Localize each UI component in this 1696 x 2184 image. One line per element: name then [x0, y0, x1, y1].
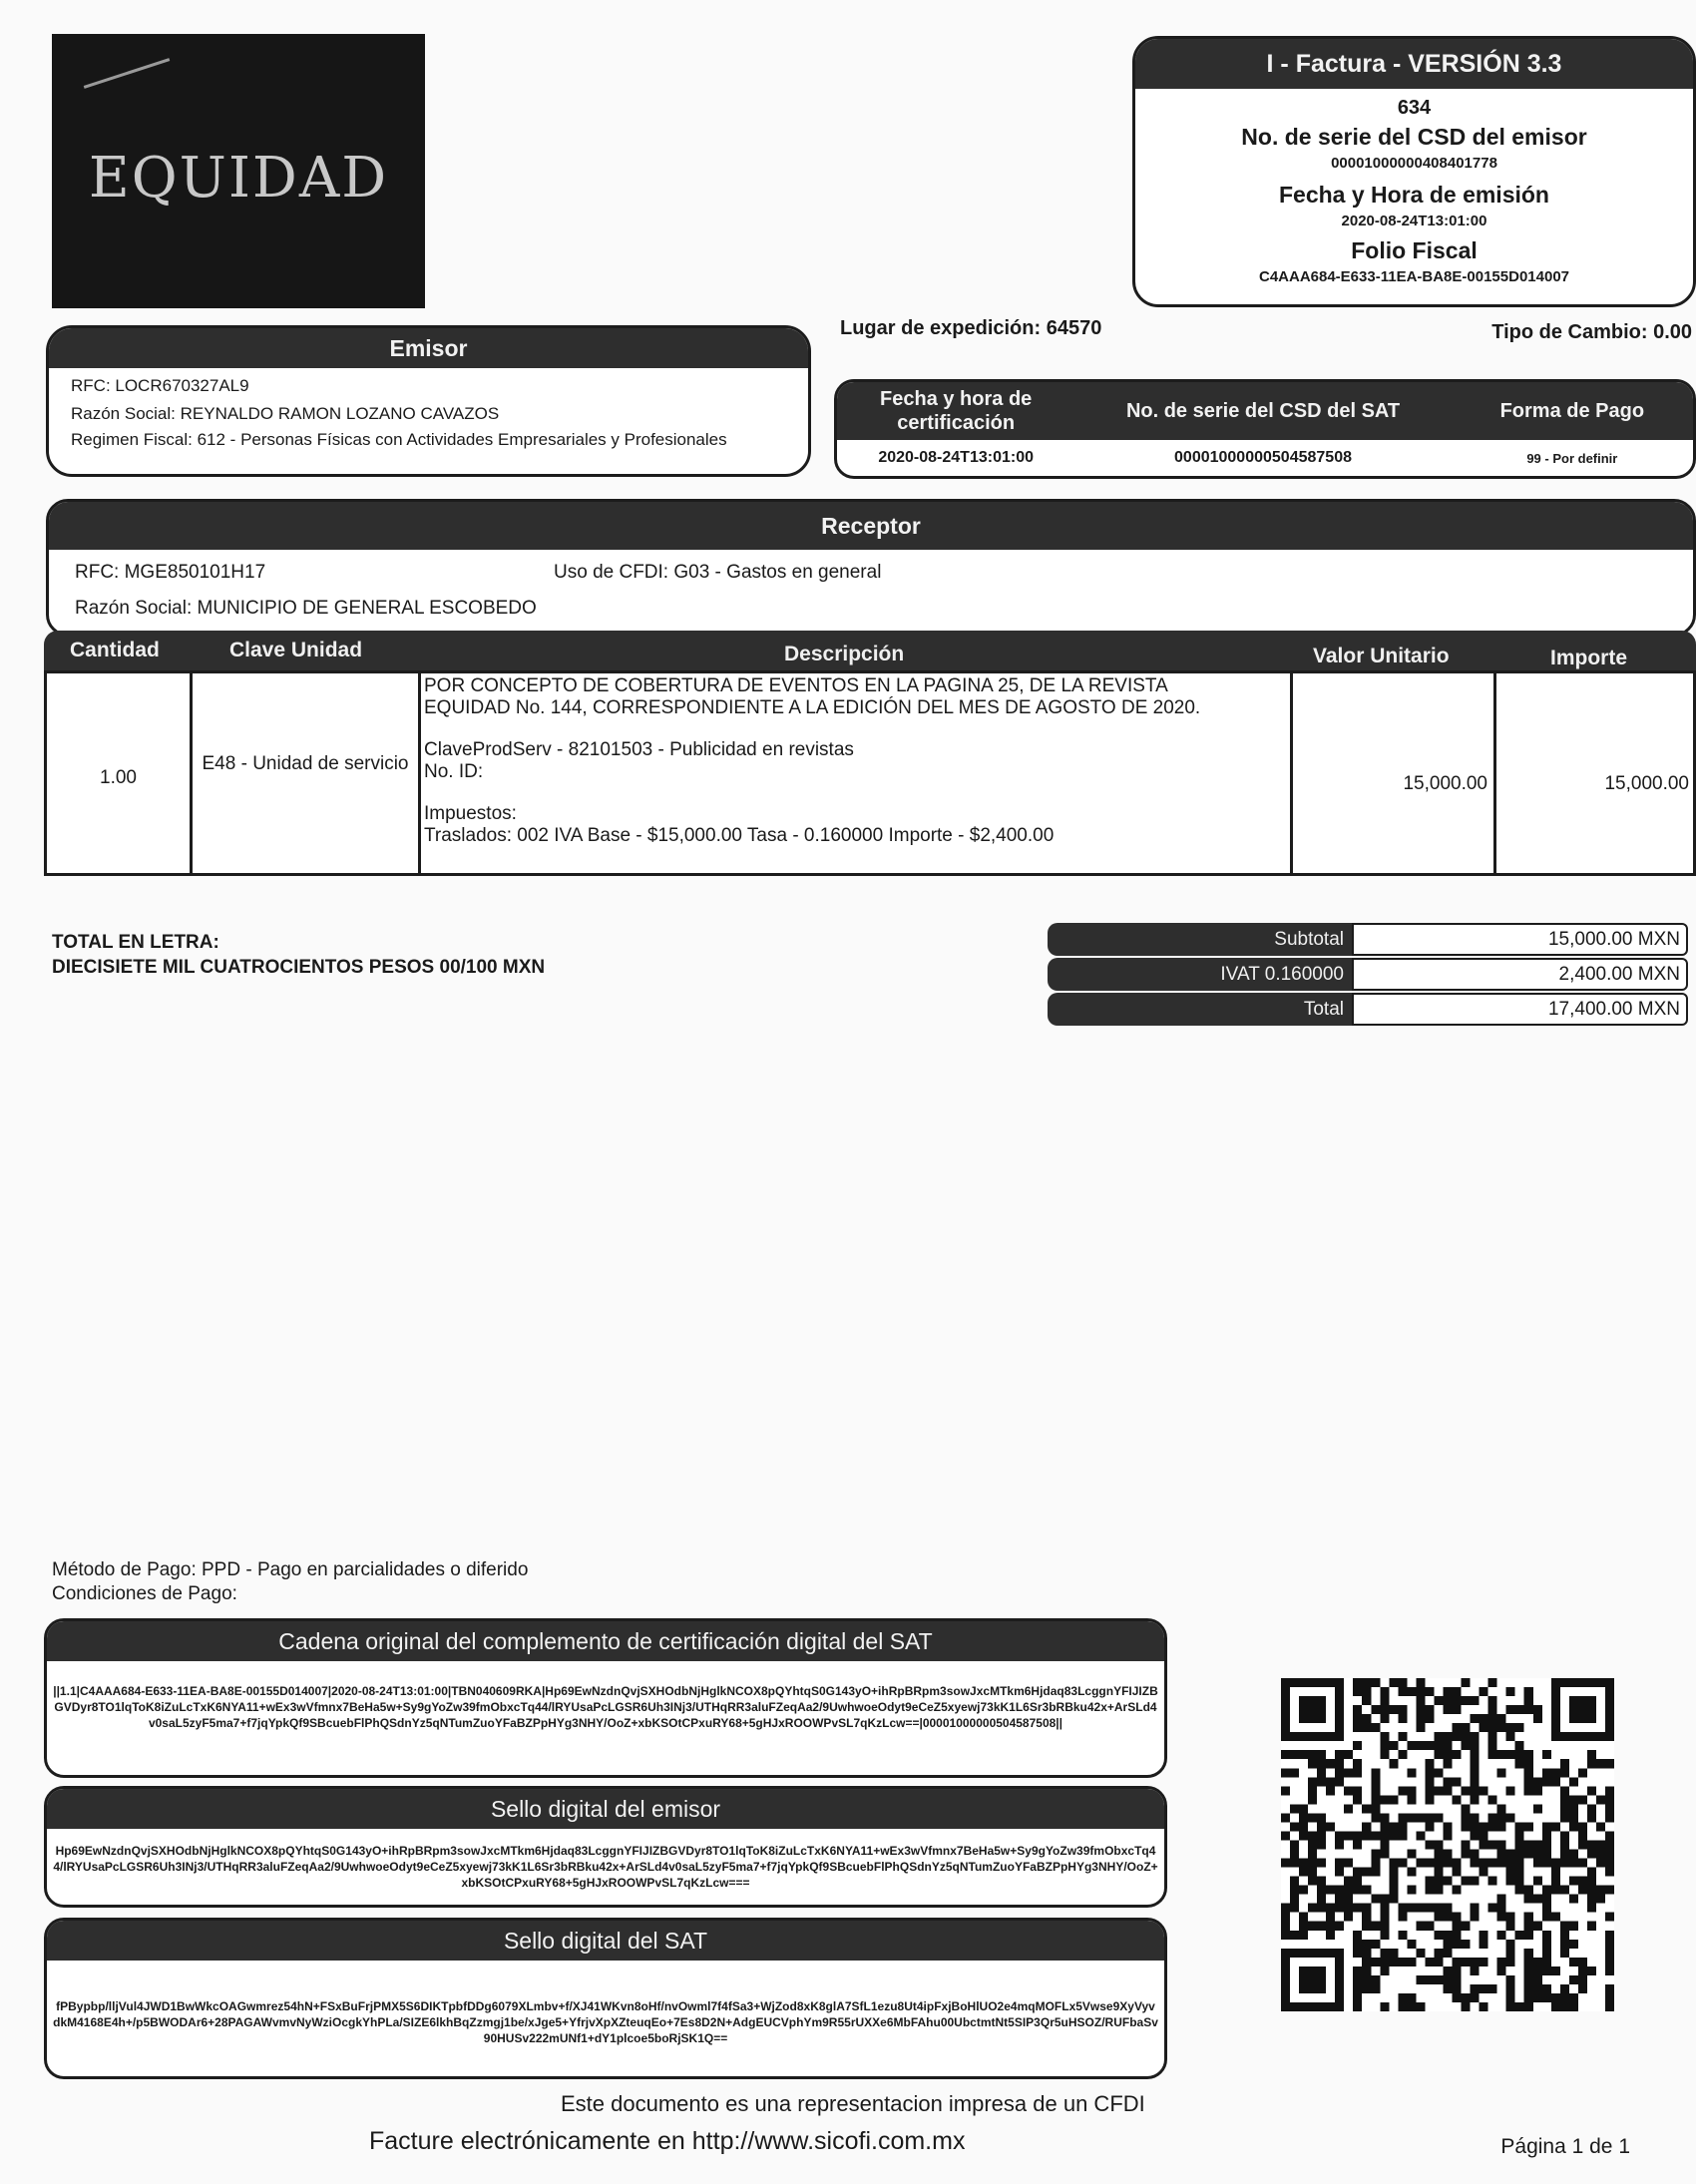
sello-emisor-box	[44, 1786, 1167, 1908]
cadena-original-box	[44, 1618, 1167, 1778]
csd-emisor-value: 00001000000408401778	[1331, 155, 1497, 172]
receptor-box	[46, 499, 1696, 637]
page-number: Página 1 de 1	[1500, 2135, 1630, 2158]
cell-descripcion	[424, 675, 1286, 847]
col-importe: Importe	[1550, 647, 1628, 669]
folio-fiscal-label: Folio Fiscal	[1351, 237, 1478, 263]
no-id: No. ID:	[424, 761, 484, 782]
total-label: Total	[1048, 993, 1352, 1026]
footer-note: Este documento es una representacion impresa de un CFDI	[561, 2091, 1145, 2116]
traslados: Traslados: 002 IVA Base - $15,000.00 Tasa - 0.160000 Importe - $2,400.00	[424, 825, 1055, 846]
subtotal-label: Subtotal	[1048, 923, 1352, 956]
invoice-title: I - Factura - VERSIÓN 3.3	[1135, 39, 1693, 89]
total-letra-value: DIECISIETE MIL CUATROCIENTOS PESOS 00/100 MXN	[52, 957, 546, 978]
receptor-title: Receptor	[49, 502, 1693, 550]
cell-cantidad: 1.00	[100, 767, 137, 788]
folio-fiscal-value: C4AAA684-E633-11EA-BA8E-00155D014007	[1258, 268, 1569, 285]
emisor-title: Emisor	[49, 328, 808, 368]
sello-emisor-value: Hp69EwNzdnQvjSXHOdbNjHglkNCOX8pQYhtqS0G143yO+ihRpBRpm3sowJxcMTkm6Hjdaq83LcggnYFIJIZBGVDyr8TO1lqToK8iZuLcTxK6NYA11+wEx3wVfmnx7BeHa5w+Sy9gYoZw39fmObxcTq44/lRYUsaPcLGSR6Uh3INj3/UTHqRR3aluFZeqAa2/9UwhwoeOdyt9eCeZ5xyewj73kK1L6Sr3bRBku42x+ArSLd4v0saL5zyF5ma7+f7jqYpkQf9SBcuebFlPhQSdnYz5qNTumZuoYFaBZPpHYg3NHY/OoZ+xbKSOtCPxuRY68+5gHJxROOWPvSL7qKzLcw===	[53, 1844, 1158, 1890]
col-valor-unitario: Valor Unitario	[1313, 645, 1450, 667]
cadena-value: ||1.1|C4AAA684-E633-11EA-BA8E-00155D014007|2020-08-24T13:01:00|TBN040609RKA|Hp69EwNzdnQvjSXHOdbNjHglkNCOX8pQYhtqS0G143yO+ihRpBRpm3sowJxcMTkm6Hjdaq83LcggnYFIJIZBGVDyr8TO1lqToK8iZuLcTxK6NYA11+wEx3wVfmnx7BeHa5w+Sy9gYoZw39fmObxcTq44/lRYUsaPcLGSR6Uh3INj3/UTHqRR3aluFZeqAa2/9UwhwoeOdyt9eCeZ5xyewj73kK1L6Sr3bRBku42x+ArSLd4v0saL5zyF5ma7+f7jqYpkQf9SBcuebFlPhQSdnYz5qNTumZuoYFaBZPpHYg3NHY/OoZ+xbKSOtCPxuRY68+5gHJxROOWPvSL7qKzLcw==|00001000000504587508||	[53, 1684, 1158, 1730]
qr-code-icon	[1281, 1678, 1614, 2011]
invoice-info-box	[1132, 36, 1696, 307]
emisor-razon-social: Razón Social: REYNALDO RAMON LOZANO CAVAZOS	[71, 404, 500, 423]
total-value: 17,400.00 MXN	[1352, 993, 1688, 1026]
emisor-box	[46, 325, 811, 477]
subtotal-row	[1048, 923, 1688, 956]
iva-label: IVAT 0.160000	[1048, 958, 1352, 991]
cell-valor-unitario: 15,000.00	[1403, 773, 1487, 794]
desc-line-2: EQUIDAD No. 144, CORRESPONDIENTE A LA EDICIÓN DEL MES DE AGOSTO DE 2020.	[424, 697, 1201, 718]
desc-line-1: POR CONCEPTO DE COBERTURA DE EVENTOS EN LA PAGINA 25, DE LA REVISTA	[424, 675, 1168, 696]
totals-table	[1048, 923, 1688, 1028]
receptor-razon-social: Razón Social: MUNICIPIO DE GENERAL ESCOBEDO	[75, 598, 537, 619]
csd-emisor-label: No. de serie del CSD del emisor	[1241, 124, 1587, 150]
total-row	[1048, 993, 1688, 1026]
iva-row	[1048, 958, 1688, 991]
tipo-cambio: Tipo de Cambio: 0.00	[1491, 321, 1692, 343]
forma-pago-label: Forma de Pago	[1499, 400, 1645, 422]
uso-cfdi: Uso de CFDI: G03 - Gastos en general	[554, 562, 882, 583]
col-descripcion: Descripción	[784, 643, 905, 665]
cert-fecha-value: 2020-08-24T13:01:00	[878, 449, 1034, 466]
payment-info	[52, 1558, 528, 1606]
metodo-pago: Método de Pago: PPD - Pago en parcialidades o diferido	[52, 1559, 529, 1580]
forma-pago-value: 99 - Por definir	[1526, 450, 1618, 466]
sello-sat-box	[44, 1918, 1167, 2079]
sello-sat-title: Sello digital del SAT	[47, 1921, 1164, 1961]
receptor-rfc: RFC: MGE850101H17	[75, 562, 266, 583]
table-row	[44, 670, 1696, 876]
sello-sat-value: fPBypbp/lljVul4JWD1BwWkcOAGwmrez54hN+FSxBuFrjPMX5S6DIKTpbfDDg6079XLmbv+f/XJ41WKvn8oHf/nvOwml7f4fSa3+WjZod8xK8glA7SfL1ezu8Ut4ipFxjBoHlUO2e4mqMOFLx5Vwse9XyVyvdkM4168E4h+/p5BWODAr6+28PAGAWvmvNyWziOcgkYhPLa/SIZE6lkhBqZzmgj1be/xJge5+YfrjvXpXZteuqEo+7Es8D2N+AdgEUCVphYm9R55rUXXe6MbFAhu00UbctmtNt5SIP3Qr5uHSOZ/RUFbaSv90HUSv222mUNf1+dY1plcoe5boRjSK1Q==	[53, 1999, 1158, 2045]
iva-value: 2,400.00 MXN	[1352, 958, 1688, 991]
cell-importe: 15,000.00	[1604, 773, 1689, 794]
fecha-emision-label: Fecha y Hora de emisión	[1279, 182, 1549, 208]
logo-mark	[84, 58, 171, 89]
logo-text: EQUIDAD	[88, 146, 389, 211]
cadena-title: Cadena original del complemento de certificación digital del SAT	[47, 1621, 1164, 1661]
impuestos-label: Impuestos:	[424, 803, 517, 824]
company-logo	[52, 34, 425, 308]
total-en-letra	[52, 930, 545, 980]
cert-csd-sat-value: 00001000000504587508	[1174, 449, 1352, 466]
items-table-header	[44, 631, 1696, 672]
items-table	[44, 631, 1696, 876]
cert-csd-sat-label: No. de serie del CSD del SAT	[1125, 400, 1401, 422]
subtotal-value: 15,000.00 MXN	[1352, 923, 1688, 956]
lugar-expedicion: Lugar de expedición: 64570	[840, 317, 1102, 339]
emisor-rfc: RFC: LOCR670327AL9	[71, 376, 249, 395]
condiciones-pago: Condiciones de Pago:	[52, 1583, 237, 1604]
cert-fecha-label: Fecha y hora de certificación	[880, 388, 1033, 434]
invoice-number: 634	[1397, 97, 1432, 119]
fecha-emision-value: 2020-08-24T13:01:00	[1341, 213, 1487, 229]
clave-prod-serv: ClaveProdServ - 82101503 - Publicidad en revistas	[424, 739, 854, 760]
certificacion-box	[834, 379, 1696, 479]
col-cantidad: Cantidad	[70, 639, 160, 661]
cell-clave-unidad: E48 - Unidad de servicio	[202, 753, 409, 774]
total-letra-label: TOTAL EN LETRA:	[52, 932, 219, 953]
emisor-regimen-fiscal: Regimen Fiscal: 612 - Personas Físicas con Actividades Empresariales y Profesionales	[71, 430, 727, 449]
col-clave-unidad: Clave Unidad	[229, 639, 363, 661]
footer-url[interactable]: Facture electrónicamente en http://www.sicofi.com.mx	[369, 2127, 966, 2155]
sello-emisor-title: Sello digital del emisor	[47, 1789, 1164, 1829]
